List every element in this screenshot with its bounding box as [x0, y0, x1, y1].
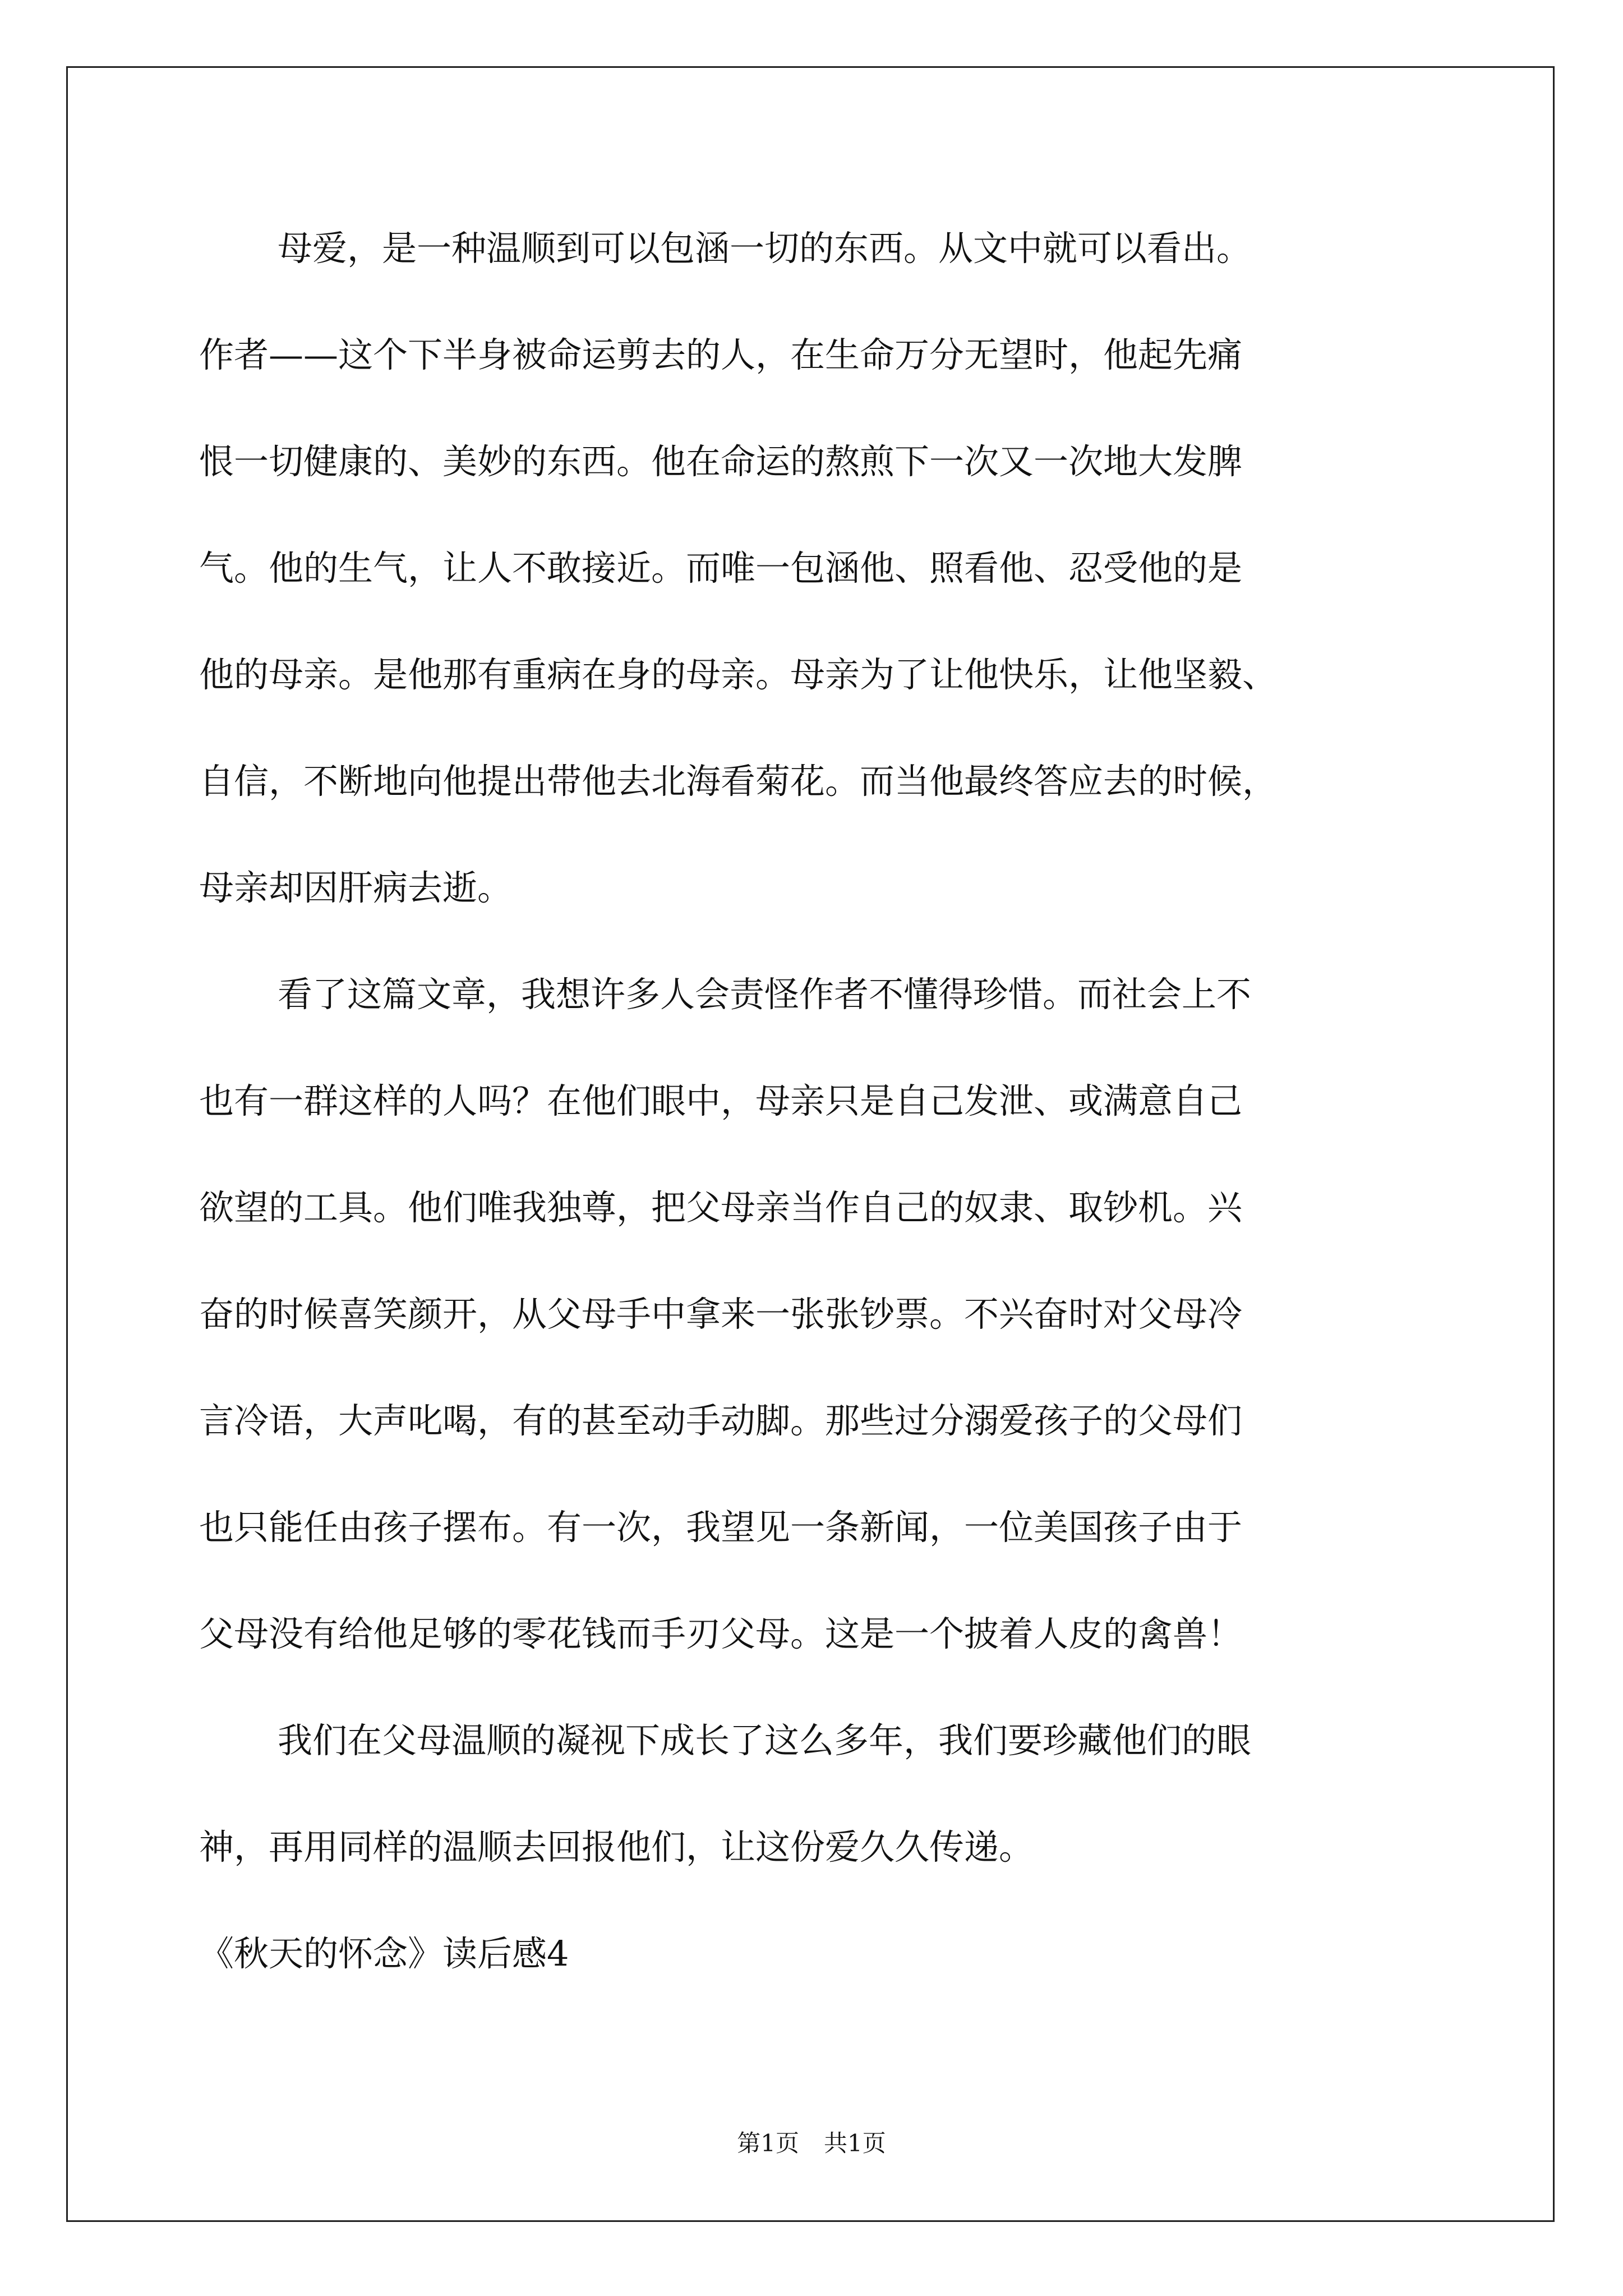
paragraph-2-line-3: 欲望的工具。他们唯我独尊，把父母亲当作自己的奴隶、取钞机。兴 [199, 1187, 1243, 1228]
section-heading: 《秋天的怀念》读后感4 [199, 1933, 569, 1974]
paragraph-2-line-7: 父母没有给他足够的零花钱而手刃父母。这是一个披着人皮的禽兽！ [199, 1613, 1243, 1654]
paragraph-3-line-2: 神，再用同样的温顺去回报他们，让这份爱久久传递。 [199, 1826, 1034, 1867]
paragraph-1-line-7: 母亲却因肝病去逝。 [199, 867, 513, 908]
paragraph-2-line-5: 言冷语，大声叱喝，有的甚至动手动脚。那些过分溺爱孩子的父母们 [199, 1400, 1243, 1441]
page-footer [0, 2129, 1623, 2157]
paragraph-3-line-1: 我们在父母温顺的凝视下成长了这么多年，我们要珍藏他们的眼 [278, 1720, 1252, 1761]
paragraph-1-line-4: 气。他的生气，让人不敢接近。而唯一包涵他、照看他、忍受他的是 [199, 547, 1243, 588]
paragraph-1-line-3: 恨一切健康的、美妙的东西。他在命运的熬煎下一次又一次地大发脾 [199, 441, 1243, 482]
page-border [66, 66, 1555, 2222]
paragraph-2-line-2: 也有一群这样的人吗？在他们眼中，母亲只是自己发泄、或满意自己 [199, 1080, 1243, 1121]
page-total: 共1页 [824, 2129, 886, 2157]
paragraph-1-line-1: 母爱，是一种温顺到可以包涵一切的东西。从文中就可以看出。 [278, 228, 1252, 269]
paragraph-2-line-6: 也只能任由孩子摆布。有一次，我望见一条新闻，一位美国孩子由于 [199, 1507, 1243, 1548]
paragraph-1-line-6: 自信，不断地向他提出带他去北海看菊花。而当他最终答应去的时候， [199, 761, 1278, 802]
paragraph-1-line-5: 他的母亲。是他那有重病在身的母亲。母亲为了让他快乐，让他坚毅、 [199, 654, 1278, 695]
paragraph-1-line-2: 作者——这个下半身被命运剪去的人，在生命万分无望时，他起先痛 [199, 334, 1243, 375]
page-number: 第1页 [737, 2129, 799, 2157]
paragraph-2-line-1: 看了这篇文章，我想许多人会责怪作者不懂得珍惜。而社会上不 [278, 974, 1252, 1015]
paragraph-2-line-4: 奋的时候喜笑颜开，从父母手中拿来一张张钞票。不兴奋时对父母冷 [199, 1294, 1243, 1335]
